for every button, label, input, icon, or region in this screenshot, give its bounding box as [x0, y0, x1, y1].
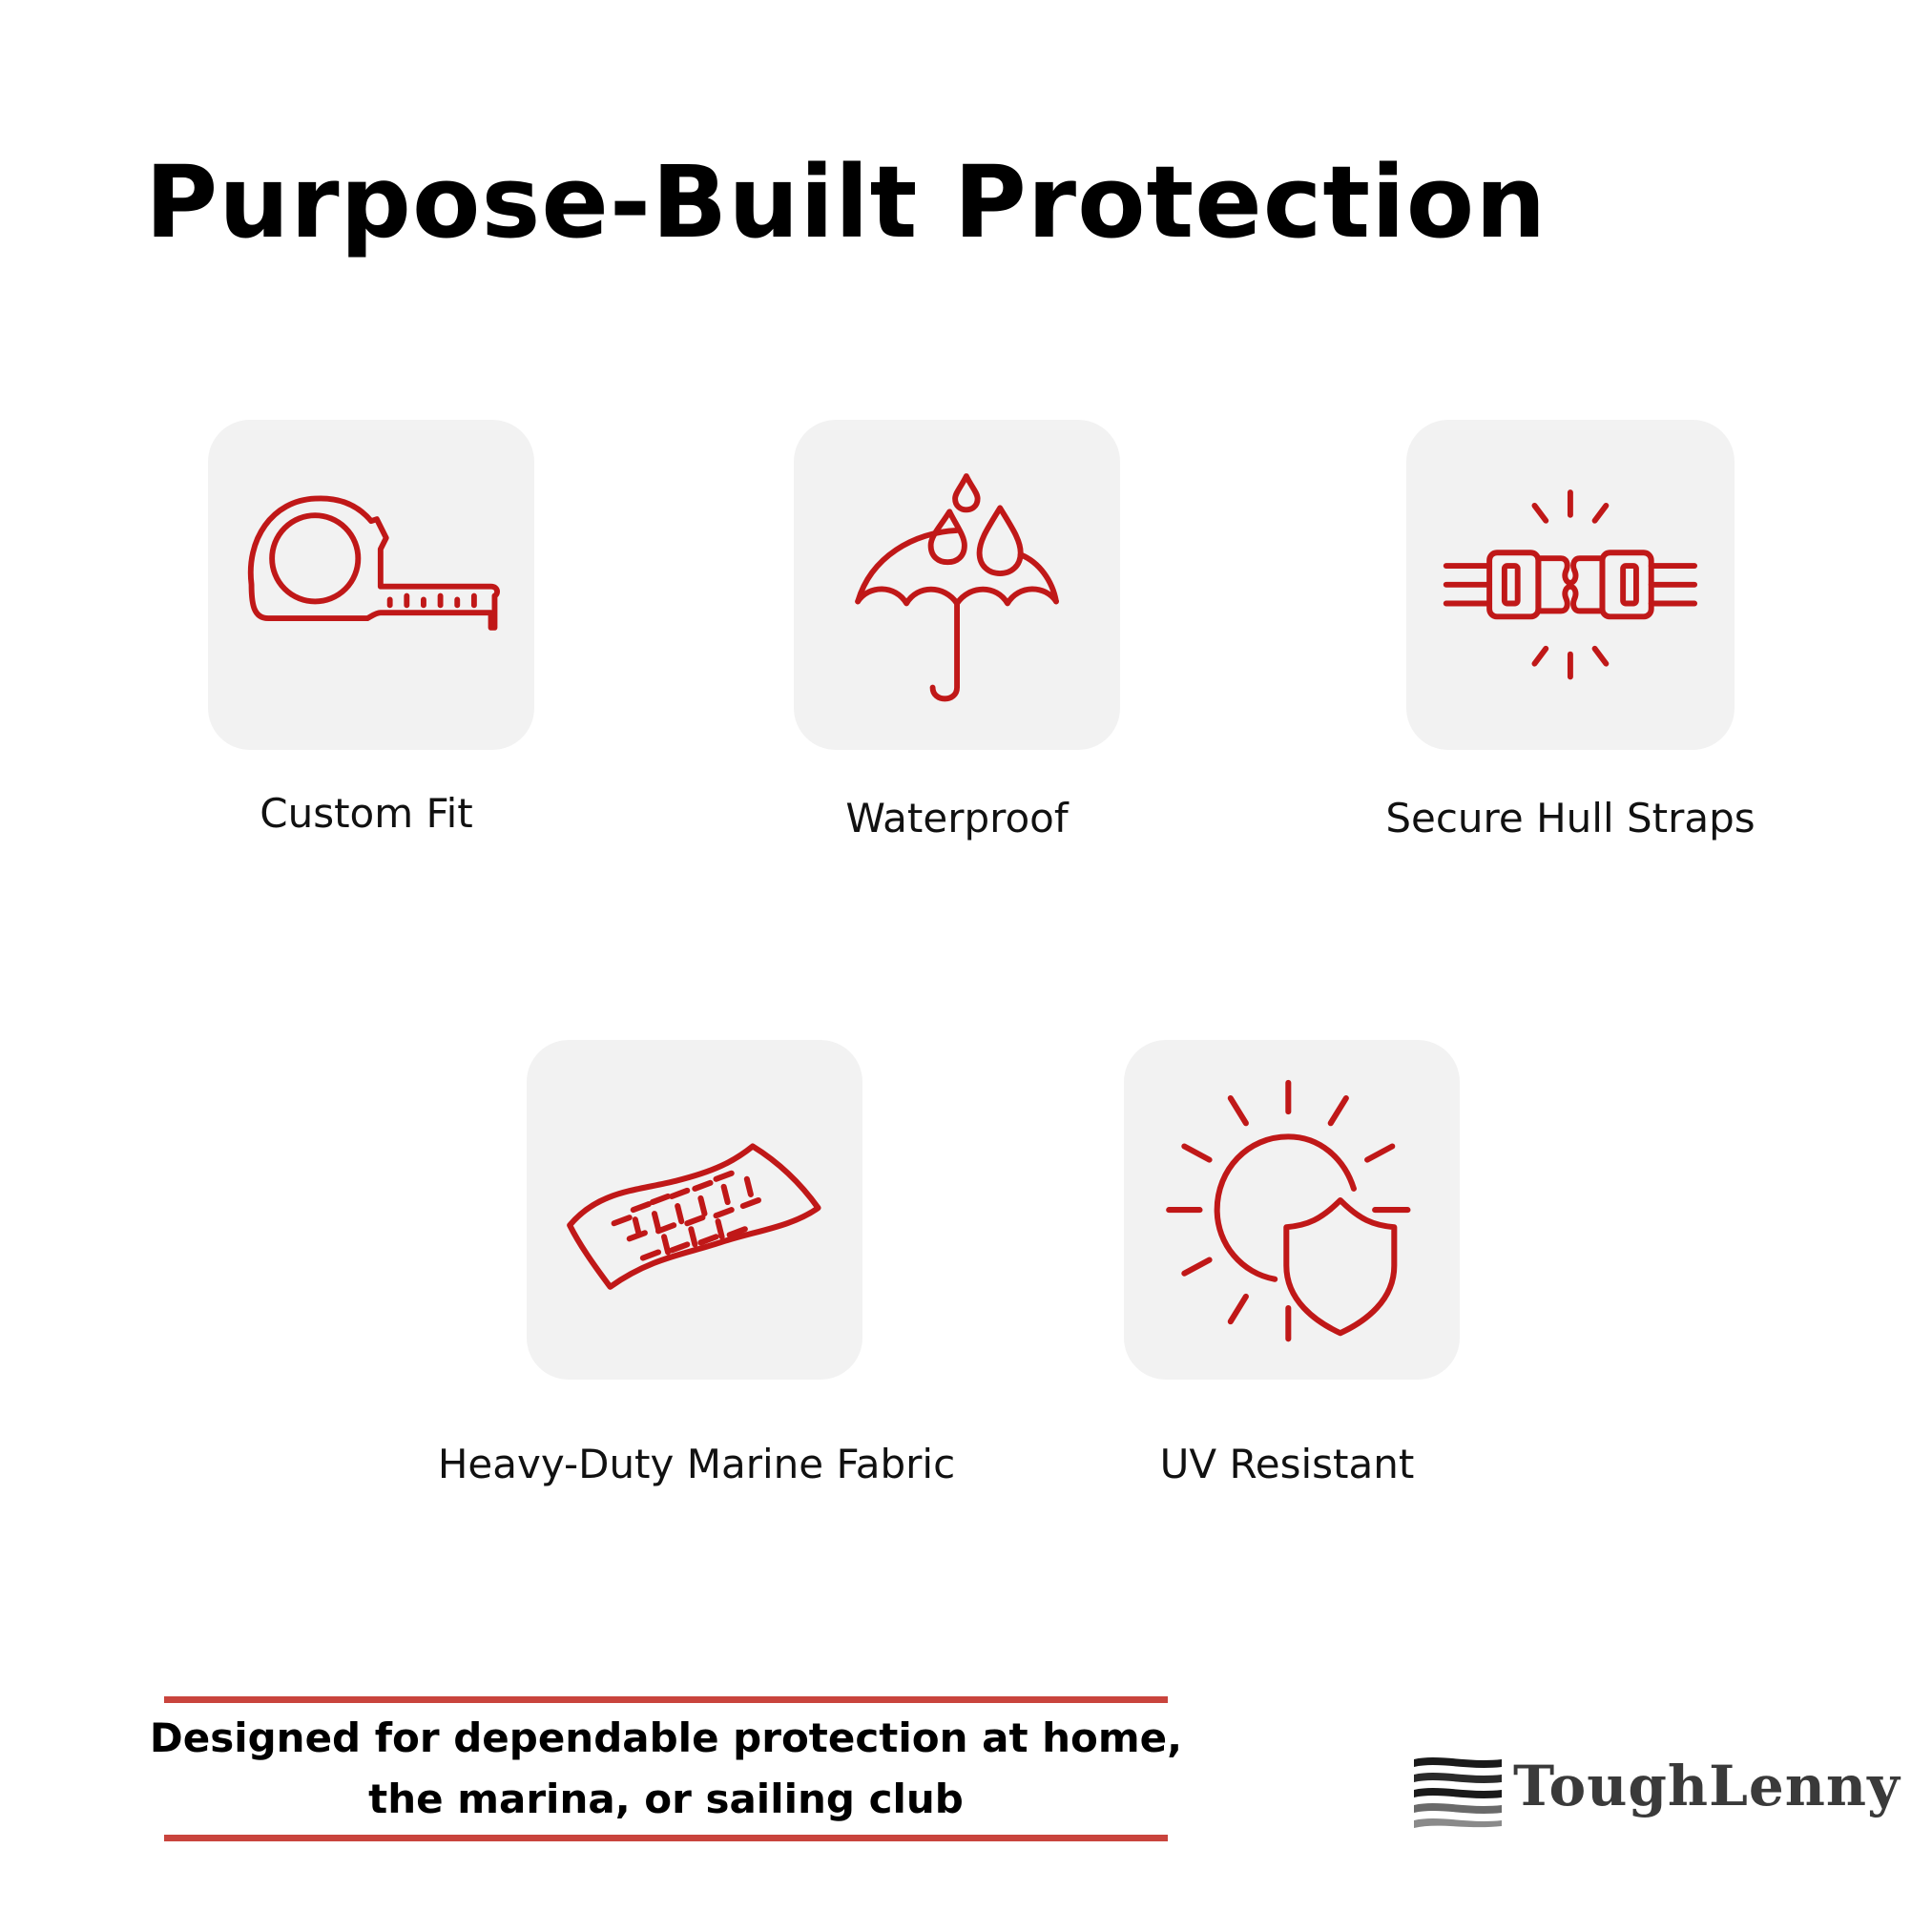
feature-label-custom-fit: Custom Fit: [260, 790, 473, 837]
tagline-rule-bottom: [164, 1835, 1168, 1841]
woven-fabric-icon: [551, 1064, 840, 1356]
flag-stripes-icon: [1410, 1746, 1506, 1832]
feature-label-secure-hull-straps: Secure Hull Straps: [1385, 795, 1755, 841]
tile-heavy-duty-marine-fabric: [527, 1040, 862, 1380]
brand-logo: [1410, 1746, 1901, 1832]
tile-uv-resistant: [1124, 1040, 1460, 1380]
brand-name: ToughLenny: [1513, 1754, 1901, 1818]
feature-label-uv-resistant: UV Resistant: [1159, 1441, 1415, 1487]
feature-label-heavy-duty-marine-fabric: Heavy-Duty Marine Fabric: [437, 1441, 956, 1487]
tile-waterproof: [794, 420, 1120, 750]
tile-custom-fit: [208, 420, 534, 750]
feature-label-waterproof: Waterproof: [845, 795, 1069, 841]
umbrella-raindrops-icon: [817, 443, 1097, 727]
page-title: Purpose-Built Protection: [145, 144, 1548, 260]
sun-shield-icon: [1148, 1064, 1437, 1356]
strap-buckle-icon: [1429, 443, 1712, 727]
tagline-line-2: the marina, or sailing club: [368, 1776, 964, 1822]
tagline-line-1: Designed for dependable protection at home,: [149, 1714, 1183, 1761]
tagline: [134, 1708, 1198, 1830]
tape-measure-icon: [231, 443, 511, 727]
tile-secure-hull-straps: [1406, 420, 1735, 750]
tagline-rule-top: [164, 1696, 1168, 1703]
